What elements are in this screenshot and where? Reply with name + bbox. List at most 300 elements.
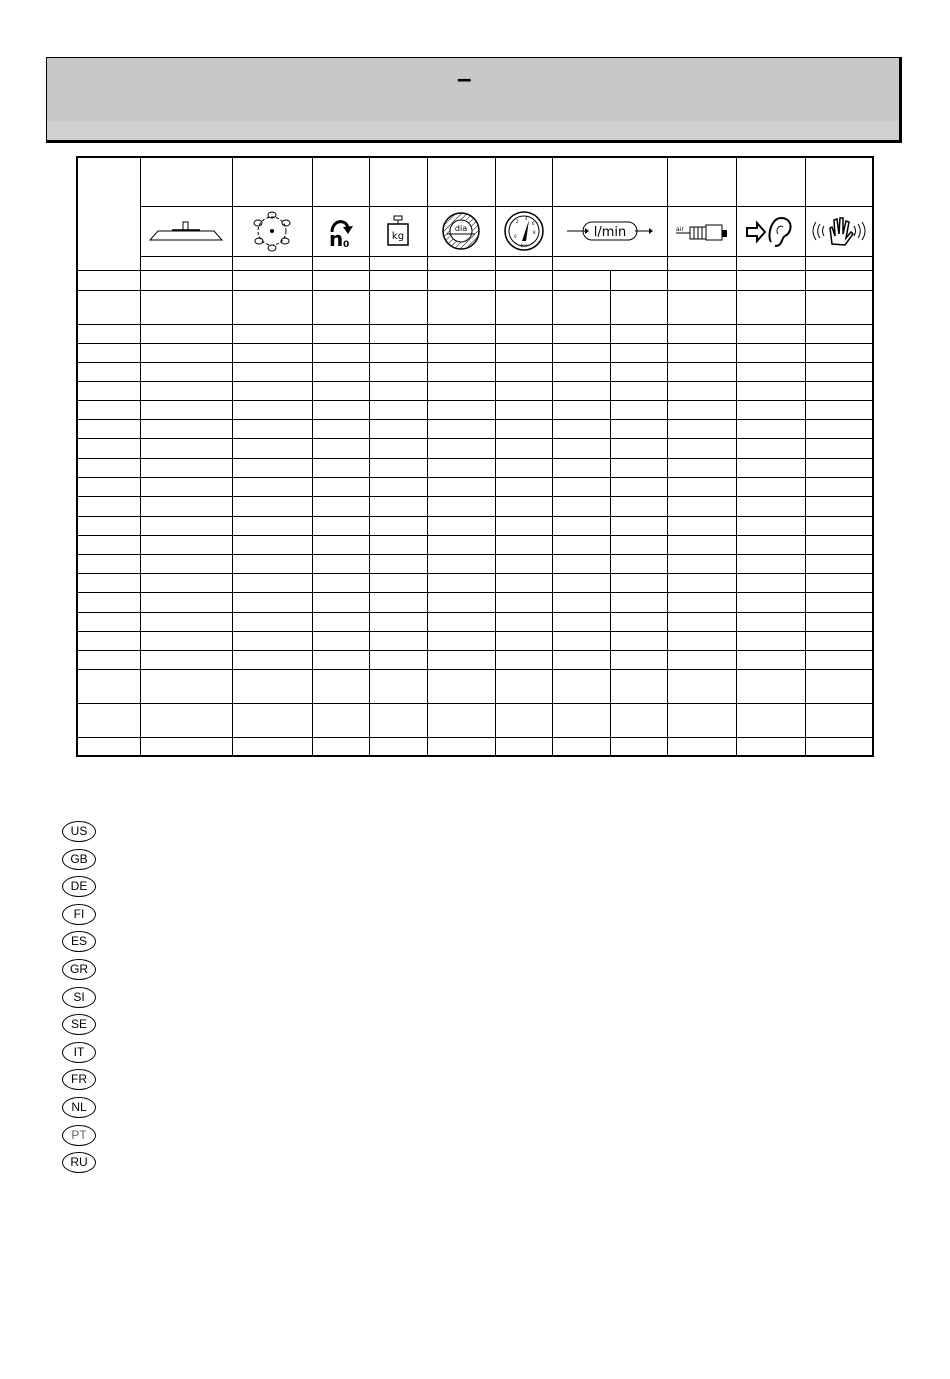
table-cell bbox=[552, 737, 610, 756]
header-cell bbox=[369, 256, 427, 270]
table-cell bbox=[77, 458, 140, 477]
table-cell bbox=[427, 573, 495, 592]
table-cell bbox=[495, 419, 552, 438]
svg-text:bar: bar bbox=[520, 243, 527, 248]
table-cell bbox=[232, 419, 312, 438]
table-cell bbox=[667, 737, 736, 756]
table-cell bbox=[77, 290, 140, 324]
country-badge-si: SI bbox=[62, 987, 96, 1008]
table-cell bbox=[369, 419, 427, 438]
table-cell bbox=[232, 458, 312, 477]
table-cell bbox=[736, 324, 805, 343]
table-cell bbox=[312, 650, 369, 669]
table-cell bbox=[667, 535, 736, 554]
table-cell bbox=[427, 290, 495, 324]
table-cell bbox=[495, 573, 552, 592]
weight-icon-cell bbox=[369, 206, 427, 256]
table-row bbox=[77, 477, 873, 496]
header-cell bbox=[552, 256, 667, 270]
table-cell bbox=[495, 290, 552, 324]
table-cell bbox=[552, 458, 610, 477]
table-cell bbox=[667, 669, 736, 703]
table-cell bbox=[232, 477, 312, 496]
header-cell bbox=[232, 157, 312, 206]
table-cell bbox=[427, 438, 495, 458]
table-cell bbox=[140, 573, 232, 592]
table-cell bbox=[667, 270, 736, 290]
header-cell bbox=[736, 256, 805, 270]
table-cell bbox=[77, 592, 140, 612]
country-badge-gb: GB bbox=[62, 849, 96, 870]
table-cell bbox=[805, 477, 873, 496]
pad-icon-cell bbox=[140, 206, 232, 256]
country-badge-nl: NL bbox=[62, 1097, 96, 1118]
table-cell bbox=[232, 343, 312, 362]
table-cell bbox=[805, 362, 873, 381]
table-cell bbox=[369, 400, 427, 419]
table-cell bbox=[77, 438, 140, 458]
table-cell bbox=[427, 554, 495, 573]
table-cell bbox=[805, 496, 873, 516]
table-cell bbox=[77, 400, 140, 419]
table-cell bbox=[140, 612, 232, 631]
table-row bbox=[77, 343, 873, 362]
table-cell bbox=[667, 496, 736, 516]
table-cell bbox=[552, 650, 610, 669]
table-cell bbox=[495, 650, 552, 669]
table-cell bbox=[427, 324, 495, 343]
table-cell bbox=[552, 324, 610, 343]
table-cell bbox=[610, 592, 667, 612]
table-row bbox=[77, 381, 873, 400]
table-cell bbox=[610, 324, 667, 343]
table-cell bbox=[805, 535, 873, 554]
table-cell bbox=[369, 516, 427, 535]
table-cell bbox=[495, 703, 552, 737]
sound-level-icon bbox=[745, 214, 797, 248]
table-cell bbox=[610, 612, 667, 631]
table-cell bbox=[140, 650, 232, 669]
table-cell bbox=[552, 631, 610, 650]
table-cell bbox=[495, 496, 552, 516]
specification-table bbox=[76, 156, 874, 757]
table-cell bbox=[369, 496, 427, 516]
table-cell bbox=[77, 554, 140, 573]
table-cell bbox=[805, 400, 873, 419]
table-cell bbox=[312, 516, 369, 535]
table-cell bbox=[610, 554, 667, 573]
table-row bbox=[77, 324, 873, 343]
table-row bbox=[77, 516, 873, 535]
table-cell bbox=[369, 290, 427, 324]
country-badge-it: IT bbox=[62, 1042, 96, 1063]
table-cell bbox=[552, 669, 610, 703]
header-cell bbox=[552, 157, 667, 206]
table-cell bbox=[232, 554, 312, 573]
table-cell bbox=[312, 703, 369, 737]
table-row bbox=[77, 438, 873, 458]
table-cell bbox=[610, 381, 667, 400]
table-cell bbox=[610, 290, 667, 324]
table-cell bbox=[610, 650, 667, 669]
table-cell bbox=[610, 343, 667, 362]
table-cell bbox=[495, 612, 552, 631]
svg-text:6: 6 bbox=[531, 221, 535, 226]
table-cell bbox=[736, 535, 805, 554]
table-cell bbox=[610, 438, 667, 458]
svg-text:0: 0 bbox=[513, 234, 517, 239]
table-cell bbox=[736, 438, 805, 458]
table-row bbox=[77, 592, 873, 612]
table-cell bbox=[610, 737, 667, 756]
table-cell bbox=[610, 362, 667, 381]
table-cell bbox=[805, 592, 873, 612]
header-cell bbox=[667, 157, 736, 206]
table-cell bbox=[369, 612, 427, 631]
svg-text:4: 4 bbox=[524, 216, 528, 221]
table-cell bbox=[140, 343, 232, 362]
table-cell bbox=[495, 343, 552, 362]
table-cell bbox=[736, 496, 805, 516]
country-badge-us: US bbox=[62, 821, 96, 842]
table-cell bbox=[667, 343, 736, 362]
header-banner bbox=[46, 57, 902, 143]
table-cell bbox=[427, 669, 495, 703]
table-cell bbox=[312, 419, 369, 438]
header-cell bbox=[667, 256, 736, 270]
table-cell bbox=[610, 516, 667, 535]
svg-text:2: 2 bbox=[515, 219, 519, 224]
table-cell bbox=[369, 381, 427, 400]
vibration-icon-cell bbox=[805, 206, 873, 256]
table-cell bbox=[805, 631, 873, 650]
table-cell bbox=[805, 324, 873, 343]
table-cell bbox=[369, 737, 427, 756]
header-cell bbox=[805, 157, 873, 206]
table-cell bbox=[552, 573, 610, 592]
table-cell bbox=[736, 516, 805, 535]
header-cell bbox=[736, 157, 805, 206]
table-cell bbox=[369, 343, 427, 362]
table-cell bbox=[495, 737, 552, 756]
table-cell bbox=[736, 381, 805, 400]
table-cell bbox=[610, 535, 667, 554]
table-cell bbox=[495, 362, 552, 381]
table-cell bbox=[312, 573, 369, 592]
table-cell bbox=[552, 703, 610, 737]
country-badge-pt: PT bbox=[62, 1125, 96, 1146]
table-cell bbox=[805, 270, 873, 290]
table-cell bbox=[140, 592, 232, 612]
table-cell bbox=[667, 477, 736, 496]
header-cell bbox=[495, 157, 552, 206]
table-cell bbox=[667, 438, 736, 458]
table-cell bbox=[427, 343, 495, 362]
table-cell bbox=[667, 612, 736, 631]
table-cell bbox=[77, 703, 140, 737]
table-cell bbox=[77, 573, 140, 592]
header-cell bbox=[140, 157, 232, 206]
table-cell bbox=[140, 400, 232, 419]
table-cell bbox=[736, 477, 805, 496]
table-cell bbox=[140, 477, 232, 496]
header-cell bbox=[495, 256, 552, 270]
table-cell bbox=[805, 516, 873, 535]
table-cell bbox=[552, 290, 610, 324]
table-row bbox=[77, 362, 873, 381]
table-cell bbox=[667, 631, 736, 650]
table-cell bbox=[232, 737, 312, 756]
table-cell bbox=[232, 612, 312, 631]
table-cell bbox=[77, 650, 140, 669]
table-cell bbox=[369, 535, 427, 554]
svg-text:kg: kg bbox=[391, 231, 405, 242]
table-cell bbox=[232, 438, 312, 458]
table-cell bbox=[77, 362, 140, 381]
table-cell bbox=[312, 535, 369, 554]
table-cell bbox=[667, 554, 736, 573]
table-cell bbox=[140, 703, 232, 737]
table-cell bbox=[232, 669, 312, 703]
table-cell bbox=[312, 270, 369, 290]
table-cell bbox=[77, 669, 140, 703]
table-cell bbox=[736, 419, 805, 438]
orbit-pattern-icon bbox=[250, 209, 294, 253]
table-cell bbox=[610, 669, 667, 703]
table-cell bbox=[427, 381, 495, 400]
table-cell bbox=[369, 592, 427, 612]
table-cell bbox=[495, 381, 552, 400]
table-row bbox=[77, 270, 873, 290]
table-cell bbox=[495, 270, 552, 290]
table-row bbox=[77, 737, 873, 756]
speed-icon-cell bbox=[312, 206, 369, 256]
table-cell bbox=[427, 737, 495, 756]
table-cell bbox=[77, 737, 140, 756]
header-cell bbox=[232, 256, 312, 270]
header-cell bbox=[427, 157, 495, 206]
table-cell bbox=[369, 631, 427, 650]
table-cell bbox=[552, 400, 610, 419]
table-cell bbox=[667, 650, 736, 669]
table-cell bbox=[610, 477, 667, 496]
table-row bbox=[77, 669, 873, 703]
table-cell bbox=[232, 324, 312, 343]
table-cell bbox=[140, 516, 232, 535]
table-cell bbox=[77, 631, 140, 650]
table-cell bbox=[552, 535, 610, 554]
table-cell bbox=[140, 270, 232, 290]
table-cell bbox=[736, 669, 805, 703]
table-cell bbox=[312, 669, 369, 703]
header-cell bbox=[369, 157, 427, 206]
table-cell bbox=[312, 631, 369, 650]
header-dash: – bbox=[457, 63, 472, 93]
table-cell bbox=[805, 343, 873, 362]
table-cell bbox=[736, 650, 805, 669]
table-cell bbox=[312, 324, 369, 343]
country-badge-fi: FI bbox=[62, 904, 96, 925]
svg-text:air: air bbox=[675, 226, 684, 233]
svg-text:n: n bbox=[328, 227, 343, 248]
table-cell bbox=[805, 290, 873, 324]
table-cell bbox=[736, 631, 805, 650]
table-cell bbox=[369, 573, 427, 592]
table-cell bbox=[805, 612, 873, 631]
table-cell bbox=[427, 458, 495, 477]
header-cell bbox=[312, 157, 369, 206]
table-cell bbox=[552, 419, 610, 438]
table-cell bbox=[552, 496, 610, 516]
table-cell bbox=[77, 535, 140, 554]
table-row bbox=[77, 535, 873, 554]
vibration-icon bbox=[810, 214, 868, 248]
table-cell bbox=[610, 573, 667, 592]
model-header-cell bbox=[77, 157, 140, 270]
table-cell bbox=[77, 270, 140, 290]
country-badge-fr: FR bbox=[62, 1069, 96, 1090]
air-flow-icon bbox=[565, 219, 655, 243]
table-cell bbox=[495, 554, 552, 573]
table-cell bbox=[667, 458, 736, 477]
table-row bbox=[77, 458, 873, 477]
table-cell bbox=[369, 438, 427, 458]
table-cell bbox=[736, 554, 805, 573]
table-cell bbox=[736, 612, 805, 631]
table-cell bbox=[736, 343, 805, 362]
table-cell bbox=[312, 458, 369, 477]
header-cell bbox=[805, 256, 873, 270]
table-row bbox=[77, 290, 873, 324]
table-cell bbox=[667, 419, 736, 438]
table-cell bbox=[427, 650, 495, 669]
header-cell bbox=[140, 256, 232, 270]
header-cell bbox=[312, 256, 369, 270]
table-row bbox=[77, 554, 873, 573]
table-cell bbox=[736, 592, 805, 612]
table-cell bbox=[736, 270, 805, 290]
table-row bbox=[77, 612, 873, 631]
table-cell bbox=[427, 592, 495, 612]
table-cell bbox=[312, 438, 369, 458]
table-cell bbox=[312, 381, 369, 400]
table-cell bbox=[312, 554, 369, 573]
country-badge-de: DE bbox=[62, 876, 96, 897]
table-cell bbox=[369, 362, 427, 381]
table-cell bbox=[140, 669, 232, 703]
table-cell bbox=[427, 270, 495, 290]
table-cell bbox=[140, 362, 232, 381]
table-row bbox=[77, 419, 873, 438]
table-cell bbox=[495, 516, 552, 535]
table-cell bbox=[140, 290, 232, 324]
table-cell bbox=[667, 290, 736, 324]
table-cell bbox=[667, 400, 736, 419]
table-cell bbox=[805, 669, 873, 703]
table-cell bbox=[667, 703, 736, 737]
svg-text:0: 0 bbox=[342, 240, 349, 248]
table-cell bbox=[552, 516, 610, 535]
table-cell bbox=[805, 381, 873, 400]
table-cell bbox=[312, 400, 369, 419]
table-cell bbox=[232, 362, 312, 381]
table-cell bbox=[140, 419, 232, 438]
table-cell bbox=[495, 458, 552, 477]
table-cell bbox=[736, 703, 805, 737]
table-cell bbox=[312, 737, 369, 756]
table-cell bbox=[427, 703, 495, 737]
table-cell bbox=[805, 438, 873, 458]
table-row bbox=[77, 703, 873, 737]
table-cell bbox=[805, 650, 873, 669]
table-cell bbox=[232, 400, 312, 419]
table-cell bbox=[427, 516, 495, 535]
table-cell bbox=[552, 612, 610, 631]
table-cell bbox=[667, 592, 736, 612]
table-cell bbox=[610, 400, 667, 419]
table-cell bbox=[140, 458, 232, 477]
orbit-diameter-icon bbox=[441, 211, 481, 251]
table-cell bbox=[552, 592, 610, 612]
table-cell bbox=[369, 270, 427, 290]
table-cell bbox=[495, 400, 552, 419]
table-cell bbox=[77, 496, 140, 516]
table-cell bbox=[232, 516, 312, 535]
table-cell bbox=[369, 554, 427, 573]
table-cell bbox=[427, 535, 495, 554]
sound-icon-cell bbox=[736, 206, 805, 256]
table-cell bbox=[736, 290, 805, 324]
table-cell bbox=[140, 631, 232, 650]
table-cell bbox=[610, 458, 667, 477]
table-cell bbox=[805, 419, 873, 438]
header-band bbox=[47, 58, 899, 121]
table-cell bbox=[77, 343, 140, 362]
table-cell bbox=[495, 477, 552, 496]
table-cell bbox=[736, 458, 805, 477]
svg-text:dia: dia bbox=[454, 224, 468, 233]
table-cell bbox=[140, 381, 232, 400]
header-row-top bbox=[77, 157, 873, 206]
table-cell bbox=[312, 496, 369, 516]
table-cell bbox=[232, 381, 312, 400]
table-cell bbox=[667, 362, 736, 381]
table-row bbox=[77, 400, 873, 419]
table-cell bbox=[140, 438, 232, 458]
table-cell bbox=[610, 703, 667, 737]
country-badge-gr: GR bbox=[62, 959, 96, 980]
country-code-list bbox=[62, 821, 96, 1180]
header-cell bbox=[427, 256, 495, 270]
table-row bbox=[77, 650, 873, 669]
table-cell bbox=[552, 270, 610, 290]
table-cell bbox=[805, 573, 873, 592]
table-cell bbox=[77, 324, 140, 343]
table-cell bbox=[312, 477, 369, 496]
table-cell bbox=[495, 592, 552, 612]
table-cell bbox=[427, 612, 495, 631]
table-cell bbox=[610, 631, 667, 650]
table-cell bbox=[232, 631, 312, 650]
table-cell bbox=[232, 270, 312, 290]
country-badge-es: ES bbox=[62, 931, 96, 952]
country-badge-se: SE bbox=[62, 1014, 96, 1035]
table-cell bbox=[232, 496, 312, 516]
table-cell bbox=[805, 737, 873, 756]
table-cell bbox=[427, 419, 495, 438]
air-inlet-icon bbox=[674, 221, 730, 241]
pressure-gauge-icon bbox=[503, 210, 545, 252]
